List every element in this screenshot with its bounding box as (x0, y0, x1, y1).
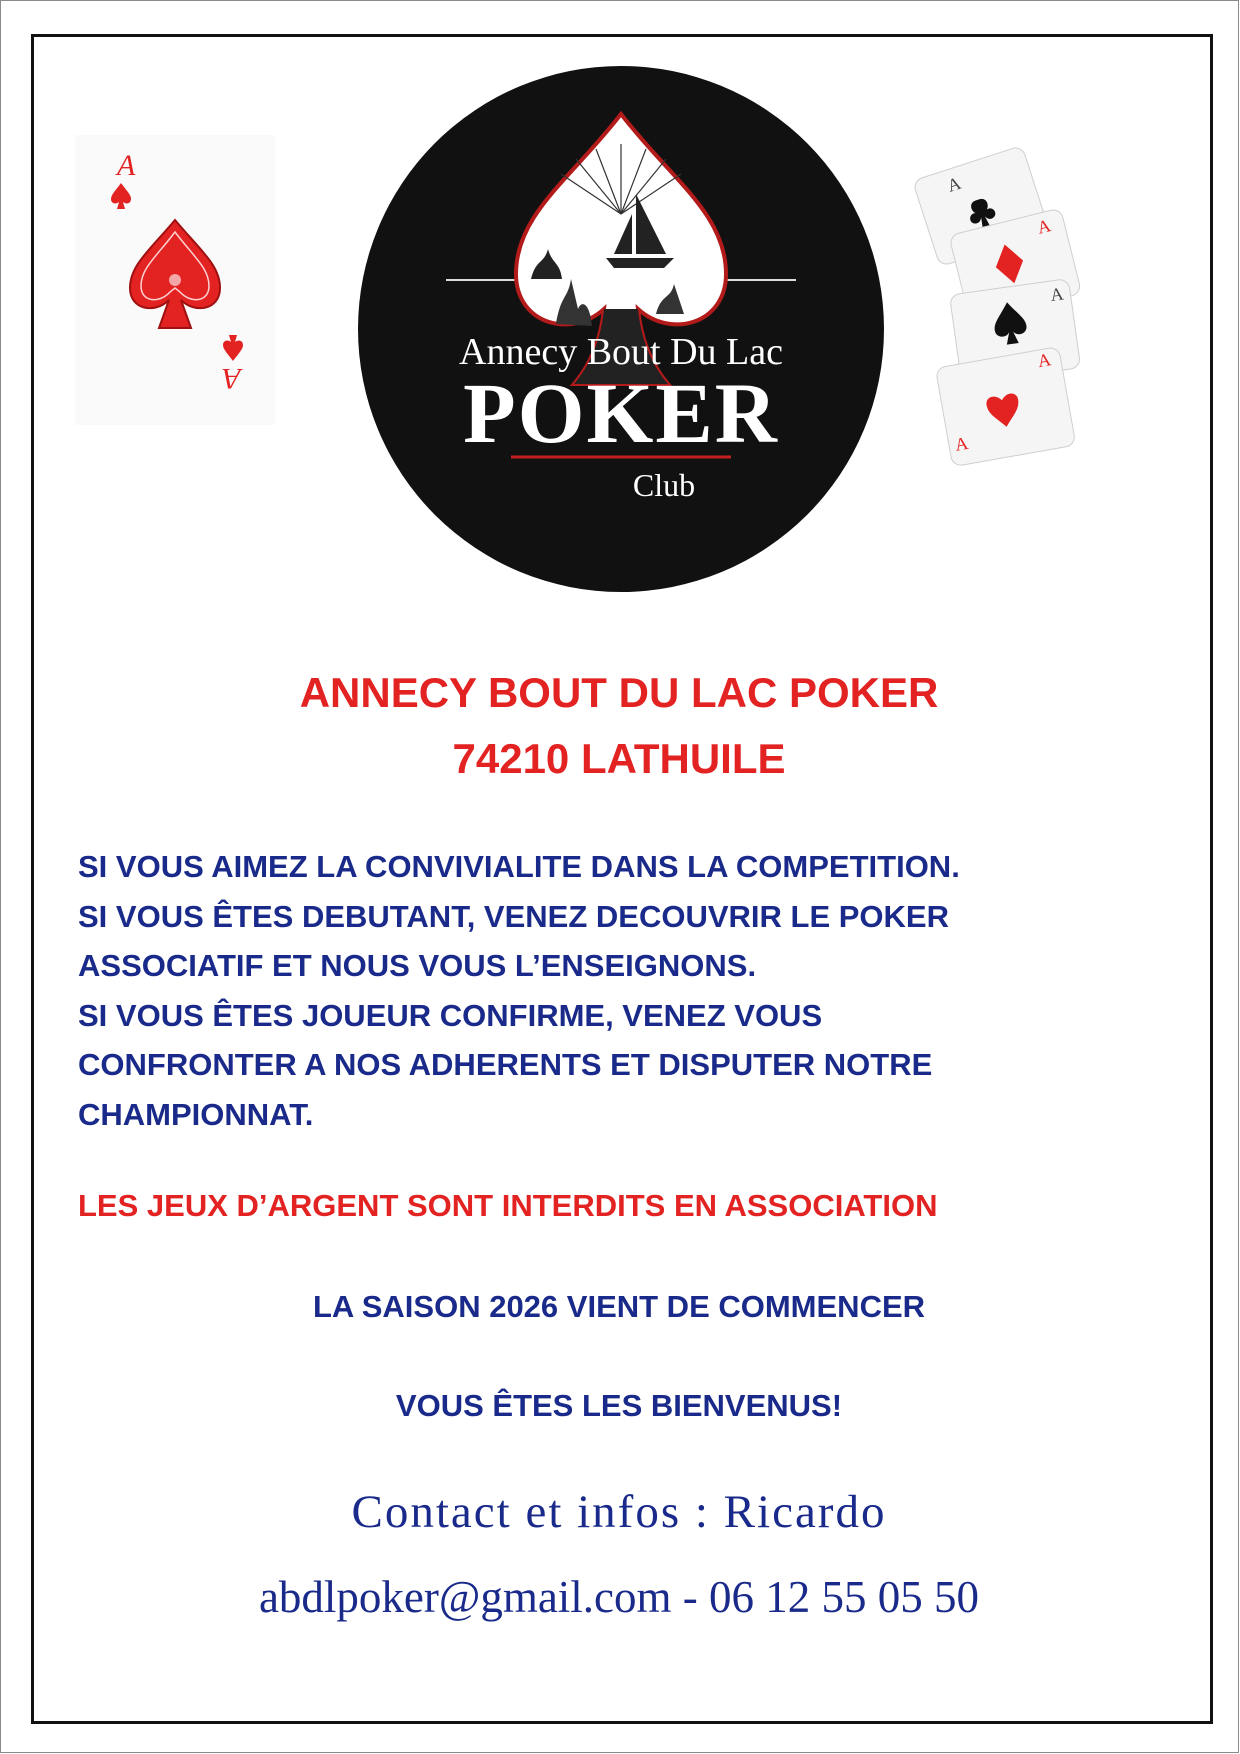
body-line: ASSOCIATIF ET NOUS VOUS L’ENSEIGNONS. (78, 948, 757, 983)
club-logo (356, 64, 886, 594)
body-line: CONFRONTER A NOS ADHERENTS ET DISPUTER NOTRE (78, 1047, 933, 1082)
logo-club-sub: Club (632, 467, 696, 503)
contact-line: Contact et infos : Ricardo (351, 1486, 887, 1538)
four-aces-fan (905, 140, 1135, 485)
svg-text:A: A (1049, 283, 1065, 306)
svg-text:A: A (944, 172, 964, 196)
body-line: SI VOUS AIMEZ LA CONVIVIALITE DANS LA COMPETITION. (78, 849, 960, 884)
body-line: SI VOUS ÊTES JOUEUR CONFIRME, VENEZ VOUS (78, 997, 823, 1033)
welcome-message: VOUS ÊTES LES BIENVENUS! (395, 1388, 843, 1423)
card-rank-top: A (117, 149, 136, 182)
headline-location: 74210 LATHUILE (452, 735, 786, 782)
body-line: SI VOUS ÊTES DEBUTANT, VENEZ DECOUVRIR LE POKER (78, 898, 949, 934)
ace-of-spades-card (75, 135, 275, 425)
season-announcement: LA SAISON 2026 VIENT DE COMMENCER (312, 1289, 926, 1324)
svg-text:A: A (1035, 215, 1053, 238)
intro-paragraph (78, 842, 1198, 1139)
svg-text:A: A (953, 432, 970, 455)
svg-text:A: A (1036, 349, 1053, 372)
money-games-warning: LES JEUX D’ARGENT SONT INTERDITS EN ASSOCIATION (78, 1188, 938, 1223)
logo-poker-word: POKER (463, 365, 779, 461)
card-rank-bottom: A (222, 362, 241, 395)
logo-club-name: Annecy Bout Du Lac (459, 331, 783, 373)
headline-club-name: ANNECY BOUT DU LAC POKER (299, 669, 939, 716)
body-line: CHAMPIONNAT. (78, 1096, 314, 1132)
email-phone-line: abdlpoker@gmail.com - 06 12 55 05 50 (258, 1572, 980, 1622)
